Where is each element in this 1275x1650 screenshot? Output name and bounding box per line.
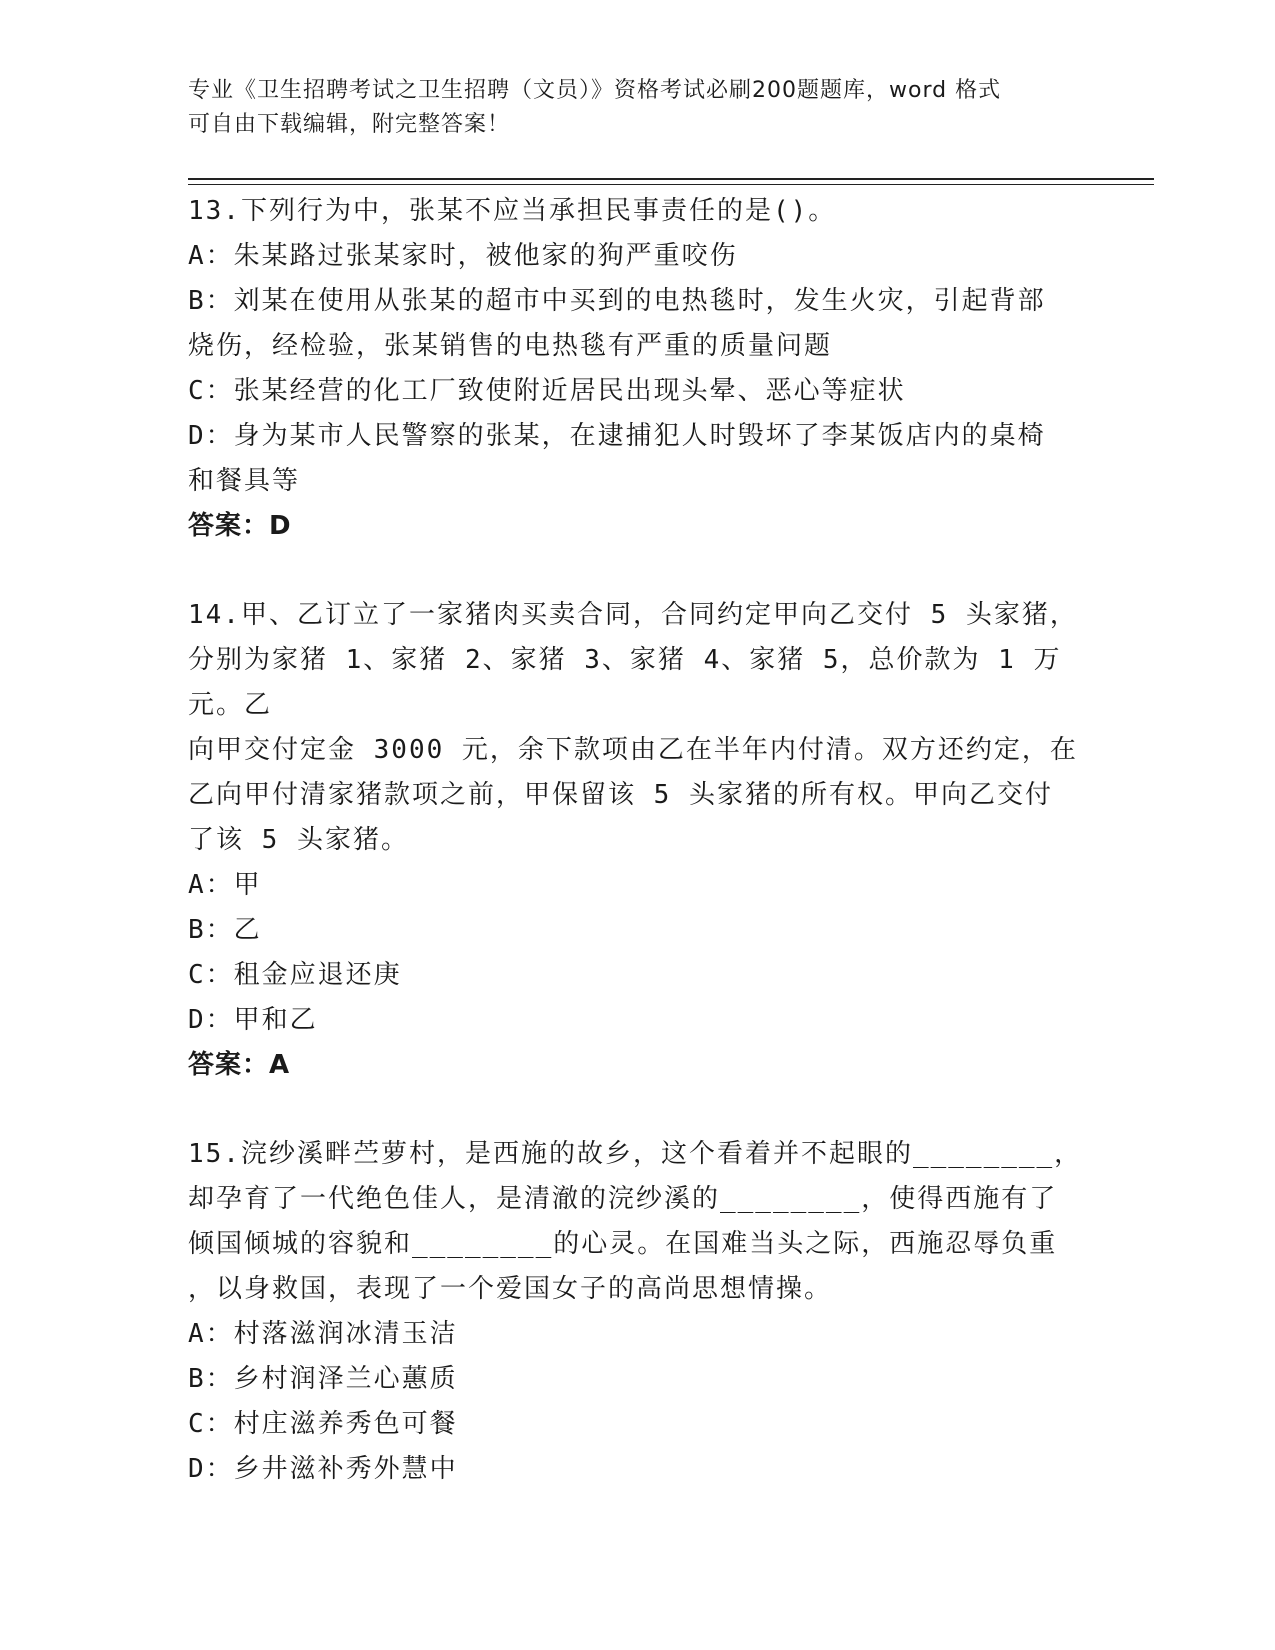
stem-line: 向甲交付定金 3000 元，余下款项由乙在半年内付清。双方还约定，在 [188,735,1078,765]
document-header [188,74,1088,142]
question-13 [188,189,1088,549]
answer-label: 答案：A [188,1050,291,1080]
stem-line: ，以身救国，表现了一个爱国女子的高尚思想情操。 [188,1274,833,1304]
header-divider-thin [188,184,1154,185]
option-a: A：村落滋润冰清玉洁 [188,1319,458,1349]
option-b [188,279,1088,369]
option-d [188,414,1088,504]
stem-line: 却孕育了一代绝色佳人，是清澈的浣纱溪的________，使得西施有了 [188,1184,1058,1214]
option-a: A：甲 [188,870,262,900]
stem-line: 倾国倾城的容貌和________的心灵。在国难当头之际，西施忍辱负重 [188,1229,1058,1259]
stem-line: 15.浣纱溪畔苎萝村，是西施的故乡，这个看着并不起眼的________， [188,1139,1083,1169]
stem-line: 了该 5 头家猪。 [188,825,409,855]
option-c: C：租金应退还庚 [188,960,402,990]
header-title-line-1: 专业《卫生招聘考试之卫生招聘（文员）》资格考试必刷200题题库，word 格式 [188,78,1002,103]
option-line: B：刘某在使用从张某的超市中买到的电热毯时，发生火灾，引起背部 [188,286,1046,316]
stem-line: 乙向甲付清家猪款项之前，甲保留该 5 头家猪的所有权。甲向乙交付 [188,780,1053,810]
option-line: 和餐具等 [188,466,301,496]
option-b: B：乡村润泽兰心蕙质 [188,1364,458,1394]
answer-label: 答案：D [188,511,292,541]
option-d: D：甲和乙 [188,1005,318,1035]
option-line: 烧伤，经检验，张某销售的电热毯有严重的质量问题 [188,331,833,361]
header-divider-thick [188,178,1154,180]
option-b: B：乙 [188,915,262,945]
option-a: A：朱某路过张某家时，被他家的狗严重咬伤 [188,241,738,271]
option-c: C：村庄滋养秀色可餐 [188,1409,458,1439]
option-d: D：乡井滋补秀外慧中 [188,1454,458,1484]
question-list [188,189,1088,1536]
stem-line: 分别为家猪 1、家猪 2、家猪 3、家猪 4、家猪 5，总价款为 1 万元。乙 [188,645,1062,720]
stem-line: 14.甲、乙订立了一家猪肉买卖合同，合同约定甲向乙交付 5 头家猪， [188,600,1078,630]
option-c: C：张某经营的化工厂致使附近居民出现头晕、恶心等症状 [188,376,906,406]
option-line: D：身为某市人民警察的张某，在逮捕犯人时毁坏了李某饭店内的桌椅 [188,421,1046,451]
header-title-line-2: 可自由下载编辑，附完整答案！ [188,112,511,137]
question-stem [188,1132,1088,1312]
question-15 [188,1132,1088,1492]
question-stem [188,593,1088,863]
question-14 [188,593,1088,1088]
question-stem: 13.下列行为中，张某不应当承担民事责任的是()。 [188,196,837,226]
